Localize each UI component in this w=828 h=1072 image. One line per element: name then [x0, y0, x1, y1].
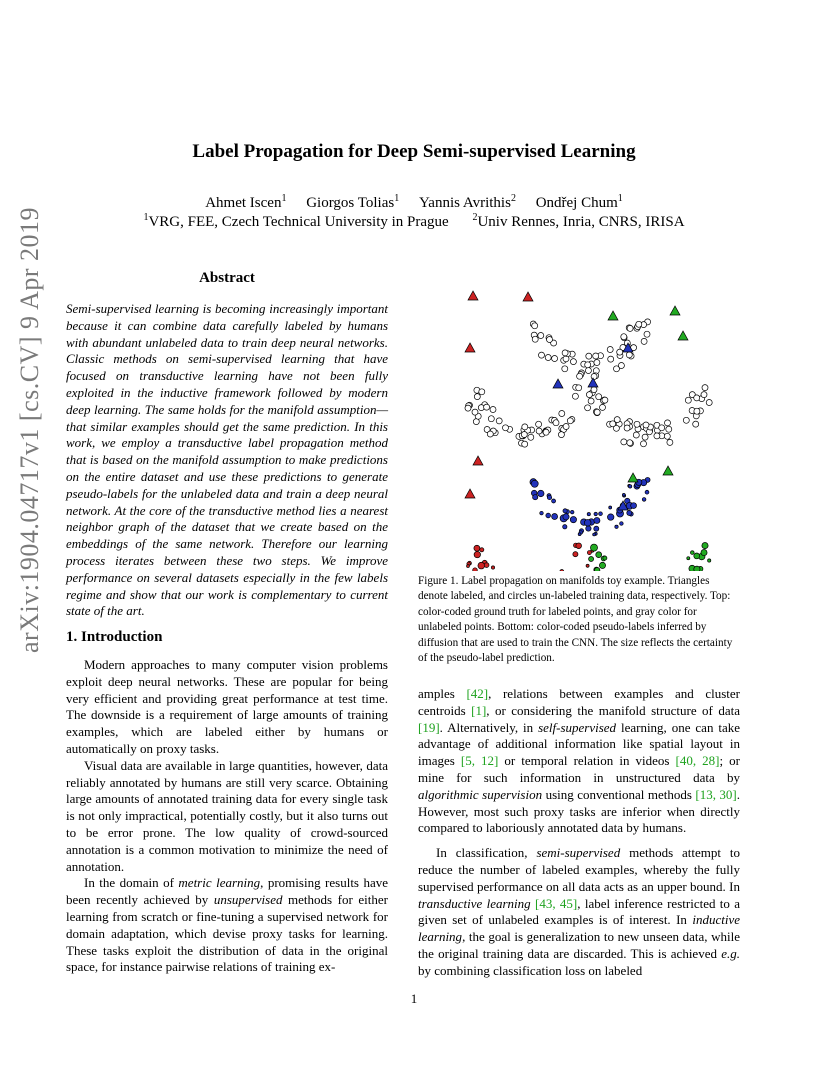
citation-link[interactable]: [43, 45]: [535, 895, 578, 911]
data-point: [533, 495, 538, 500]
author: Ahmet Iscen$^1$: [205, 193, 287, 211]
data-point: [620, 522, 624, 526]
data-point: [642, 498, 646, 502]
section-heading-introduction: 1. Introduction: [66, 629, 163, 645]
data-point: [665, 420, 671, 426]
data-point: [627, 510, 632, 515]
data-point: [609, 506, 612, 509]
data-point: [685, 397, 691, 403]
data-point: [585, 362, 591, 368]
data-point: [600, 404, 606, 410]
data-point: [465, 405, 471, 411]
data-point: [558, 432, 564, 438]
data-point: [547, 495, 551, 499]
data-point: [595, 568, 600, 571]
data-point: [587, 512, 590, 515]
labeled-point: [465, 489, 475, 498]
data-point: [546, 513, 551, 518]
citation-link[interactable]: [1]: [471, 702, 487, 718]
data-point: [478, 562, 485, 569]
affiliation: $^2$Univ Rennes, Inria, CNRS, IRISA: [472, 212, 685, 230]
data-point: [545, 355, 551, 361]
abstract-text: Semi-supervised learning is becoming increasingly important because it can combine data carefully labeled by humans with abundant unlabeled data to train deep neural networks. Classic methods on semi-supervised learning that have focused on transductive learning have not been fully exploited in the inductive framework followed by modern deep learning. The same holds for the manifold assumption—that similar examples should get the same prediction. In this work, we employ a transductive label propagation method that is based on the manifold assumption to make predictions on the entire dataset and use these predictions to generate pseudo-labels for the unlabeled data and train a deep neural network. At the core of the transductive method lies a nearest neighbor graph of the dataset that we create based on the embeddings of the same network. Therefore our learning process iterates between these two steps. We improve performance on several datasets especially in the few labels regime and show that our work is complementary to current state of the art.: [66, 301, 388, 619]
data-point: [628, 485, 631, 488]
data-point: [591, 374, 597, 380]
data-point: [642, 434, 648, 440]
author: Ondřej Chum$^1$: [535, 193, 623, 211]
data-point: [547, 337, 553, 343]
data-point: [664, 433, 670, 439]
data-point: [645, 490, 649, 494]
data-point: [576, 385, 582, 391]
paragraph: Modern approaches to many computer vision problems exploit deep neural networks. These are popular for being very efficient and providing great performance at test time. The downside is a requirement of large amounts of training examples, which are labeled either by humans or automatically on proxy tasks.: [66, 657, 388, 756]
data-point: [585, 405, 591, 411]
data-point: [570, 510, 574, 514]
data-point: [693, 421, 699, 427]
data-point: [702, 542, 708, 548]
data-point: [522, 424, 528, 430]
figure-panel-top: [465, 291, 712, 447]
data-point: [474, 551, 480, 557]
data-point: [589, 556, 594, 561]
data-point: [596, 552, 602, 558]
affiliations: [0, 214, 828, 231]
data-point: [644, 331, 650, 337]
data-point: [467, 565, 470, 568]
data-point: [474, 394, 480, 400]
data-point: [559, 411, 565, 417]
data-point: [608, 356, 614, 362]
data-point: [503, 425, 509, 431]
figure-panel-bottom: [465, 456, 711, 571]
data-point: [496, 418, 502, 424]
data-point: [593, 353, 599, 359]
page-number: 1: [410, 991, 418, 1006]
right-column-body: [418, 686, 740, 980]
data-point: [599, 512, 603, 516]
data-point: [570, 359, 576, 365]
data-point: [694, 566, 700, 571]
data-point: [627, 325, 633, 331]
paragraph: In classification, semi-supervised methods attempt to reduce the number of labeled examples, whereby the fully supervised performance on all data acts as an upper bound. In transductive learning [43, 45], label inference restricted to a given set of unlabeled examples is of interest. In inductive learning, the goal is generalization to new unseen data, while the original training data are discarded. This is achieved e.g. by combining classification loss on labeled: [418, 845, 741, 978]
data-point: [563, 525, 567, 529]
figure-manifold-toy-example: [418, 266, 740, 571]
data-point: [479, 389, 485, 395]
data-point: [603, 556, 607, 560]
citation-link[interactable]: [40, 28]: [675, 753, 720, 769]
data-point: [552, 499, 556, 503]
data-point: [540, 511, 544, 515]
labeled-point: [670, 306, 680, 315]
data-point: [532, 323, 538, 329]
data-point: [641, 338, 647, 344]
data-point: [473, 568, 478, 571]
data-point: [694, 395, 700, 401]
labeled-point: [608, 311, 618, 320]
data-point: [706, 400, 712, 406]
data-point: [594, 526, 599, 531]
data-point: [690, 551, 694, 555]
data-point: [618, 363, 624, 369]
data-point: [573, 552, 578, 557]
data-point: [599, 562, 605, 568]
affiliation: $^1$VRG, FEE, Czech Technical University in Prague: [143, 212, 449, 230]
data-point: [626, 352, 632, 358]
data-point: [488, 416, 494, 422]
citation-link[interactable]: [13, 30]: [695, 786, 737, 802]
data-point: [667, 439, 673, 445]
paragraph: Visual data are available in large quantities, however, data reliably annotated by humans are still very scarce. Obtaining large amounts of annotated training data for every single task is not only impractical, potentially costly, but it also turns out to be error prone. The low quality of crowd-sourced annotation is a common motivation to minimize the need of annotation.: [66, 757, 388, 874]
data-point: [607, 347, 613, 353]
data-point: [617, 349, 623, 355]
data-point: [624, 425, 630, 431]
arxiv-stamp: arXiv:1904.04717v1 [cs.CV] 9 Apr 2019: [15, 206, 44, 653]
data-point: [615, 525, 618, 528]
data-point: [633, 432, 639, 438]
intro-body: [66, 657, 388, 976]
data-point: [563, 424, 569, 430]
data-point: [621, 334, 627, 340]
data-point: [584, 519, 591, 526]
data-point: [586, 564, 589, 567]
data-point: [634, 421, 640, 427]
data-point: [666, 426, 672, 432]
data-point: [636, 321, 642, 327]
data-point: [539, 352, 545, 358]
labeled-point: [473, 456, 483, 465]
data-point: [552, 514, 558, 520]
labeled-point: [465, 343, 475, 352]
data-point: [536, 428, 542, 434]
data-point: [531, 480, 538, 487]
labeled-point: [678, 331, 688, 340]
data-point: [610, 421, 616, 427]
data-point: [538, 333, 544, 339]
data-point: [588, 398, 594, 404]
data-point: [528, 434, 534, 440]
data-point: [587, 551, 591, 555]
data-point: [702, 385, 708, 391]
data-point: [594, 512, 597, 515]
data-point: [490, 407, 496, 413]
citation-link[interactable]: [19]: [418, 719, 440, 735]
data-point: [572, 393, 578, 399]
data-point: [484, 563, 489, 568]
data-point: [552, 356, 558, 362]
data-point: [576, 543, 582, 549]
data-point: [585, 368, 591, 374]
data-point: [484, 404, 490, 410]
data-point: [586, 392, 592, 398]
labeled-point: [628, 473, 638, 482]
data-point: [562, 350, 568, 356]
paragraph: In the domain of metric learning, promising results have been recently achieved by unsupervised methods for either learning from scratch or fine-tuning a supervised network for domain adaptation, which devise proxy tasks for learning. These tasks exploit the distribution of data in the original space, for instance pairwise relations of training ex-: [66, 875, 388, 975]
data-point: [701, 392, 707, 398]
data-point: [543, 429, 549, 435]
data-point: [627, 440, 633, 446]
data-point: [532, 336, 538, 342]
data-point: [491, 566, 494, 569]
data-point: [602, 397, 608, 403]
data-point: [631, 503, 637, 509]
data-point: [596, 394, 602, 400]
data-point: [521, 432, 527, 438]
data-point: [472, 409, 478, 415]
data-point: [586, 526, 591, 531]
data-point: [567, 418, 573, 424]
data-point: [586, 353, 592, 359]
figure-caption: Figure 1. Label propagation on manifolds toy example. Triangles denote labeled, and circles un-labeled training data, respectively. Top: color-coded ground truth for labeled points, and gray color for unlabeled points. Bottom: color-coded pseudo-labels inferred by diffusion that are used to train the CNN. The size reflects the certainty of the pseudo-label prediction.: [418, 575, 733, 665]
data-point: [621, 439, 627, 445]
labeled-point: [523, 292, 533, 301]
data-point: [607, 514, 613, 520]
data-point: [538, 490, 544, 496]
citation-link[interactable]: [42]: [466, 686, 489, 701]
data-point: [594, 360, 600, 366]
labeled-point: [663, 466, 673, 475]
data-point: [553, 420, 559, 426]
data-point: [480, 548, 484, 552]
data-point: [708, 559, 711, 562]
author: Yannis Avrithis$^2$: [418, 193, 516, 211]
data-point: [694, 553, 700, 559]
data-point: [570, 516, 576, 522]
citation-link[interactable]: [5, 12]: [460, 753, 499, 769]
paragraph: amples [42], relations between examples and cluster centroids [1], or considering the manifold structure of data [19]. Alternatively, in self-supervised learning, one can take advantage of additional information like spatial layout in images [5, 12] or temporal relation in videos [40, 28]; or mine for such information in unstructured data by algorithmic supervision using conventional methods [13, 30]. However, most such proxy tasks are inferior when directly compared to laboriously annotated data by humans.: [418, 686, 741, 836]
data-point: [683, 417, 689, 423]
author: Giorgos Tolias$^1$: [306, 193, 400, 211]
data-point: [578, 533, 581, 536]
data-point: [593, 533, 596, 536]
paper-title: Label Propagation for Deep Semi-supervised Learning: [192, 141, 636, 162]
author-list: [0, 195, 828, 212]
data-point: [563, 509, 567, 513]
data-point: [563, 514, 569, 520]
data-point: [641, 441, 647, 447]
data-point: [594, 517, 600, 523]
data-point: [701, 550, 707, 556]
data-point: [577, 373, 583, 379]
data-point: [687, 557, 690, 560]
labeled-point: [468, 291, 478, 300]
data-point: [487, 431, 493, 437]
data-point: [474, 545, 480, 551]
data-point: [694, 408, 700, 414]
data-point: [522, 441, 528, 447]
data-point: [536, 421, 542, 427]
data-point: [654, 433, 660, 439]
data-point: [659, 425, 665, 431]
data-point: [591, 387, 597, 393]
data-point: [643, 422, 649, 428]
labeled-point: [553, 379, 563, 388]
data-point: [562, 366, 568, 372]
data-point: [590, 544, 597, 551]
data-point: [560, 570, 564, 571]
abstract-heading: Abstract: [199, 270, 255, 286]
labeled-point: [588, 378, 598, 387]
data-point: [594, 409, 600, 415]
data-point: [622, 493, 625, 496]
